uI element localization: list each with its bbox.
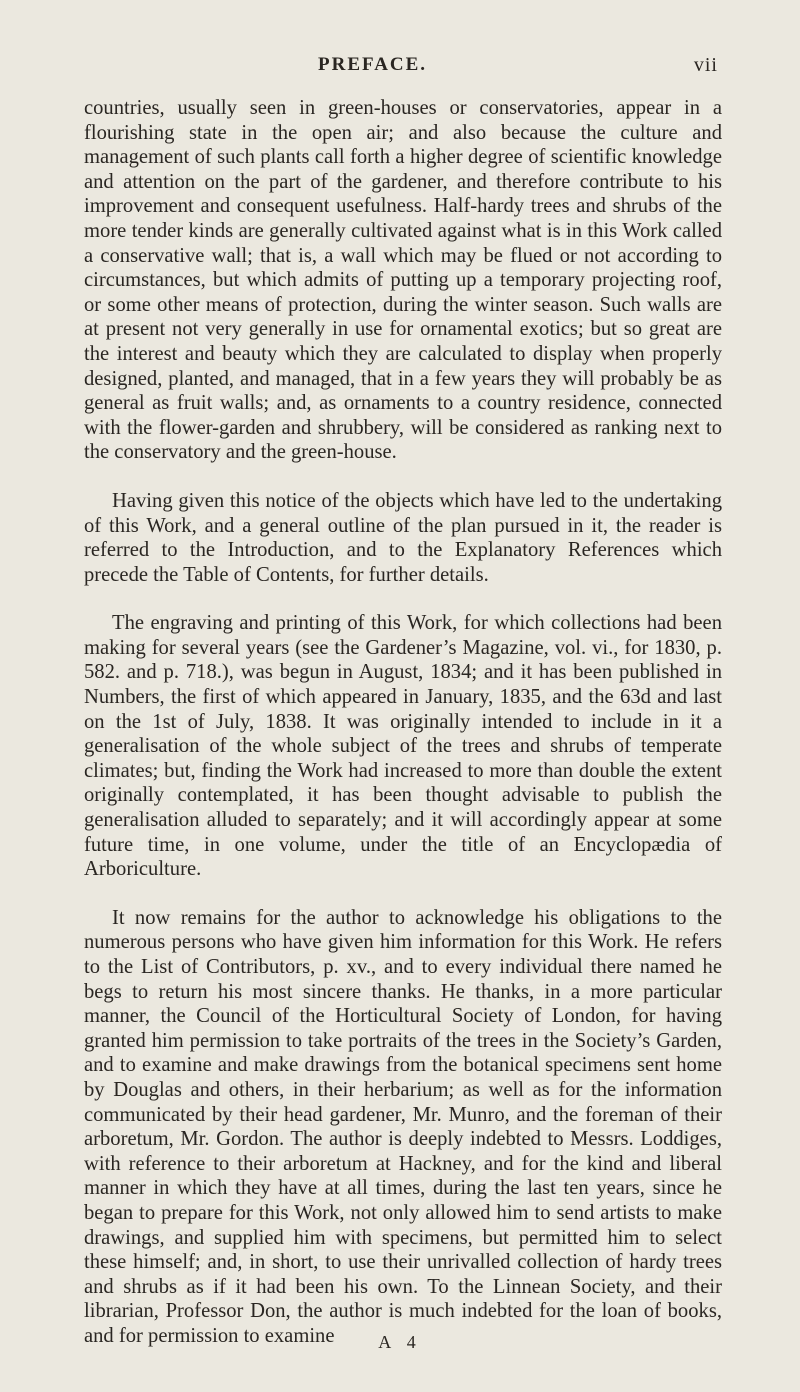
running-title: PREFACE.: [318, 54, 428, 75]
paragraph: It now remains for the author to acknowledge his obligations to the numerous persons who have given him information for this Work. He refers to the List of Contributors, p. xv., and to every individual there named he begs to return his most sincere thanks. He thanks, in a more particular manner, the Council of the Horticultural Society of London, for having granted him permission to take portraits of the trees in the Society’s Garden, and to examine and make drawings from the botanical specimens sent home by Douglas and others, in their herbarium; as well as for the information communicated by their head gardener, Mr. Munro, and the foreman of their arboretum, Mr. Gordon. The author is deeply indebted to Messrs. Loddiges, with reference to their arboretum at Hackney, and for the kind and liberal manner in which they have at all times, during the last ten years, since he began to prepare for this Work, not only allowed him to send artists to make drawings, and supplied him with specimens, but permitted him to select these himself; and, in short, to use their unrivalled collection of hardy trees and shrubs as if it had been his own. To the Linnean Society, and their librarian, Professor Don, the author is much indebted for the loan of books, and for permission to examine: [84, 906, 722, 1347]
body-text: [84, 96, 722, 1373]
paragraph: Having given this notice of the objects which have led to the undertaking of this Work, and a general outline of the plan pursued in it, the reader is referred to the Introduction, and to the Explanatory References which precede the Table of Contents, for further details.: [84, 489, 722, 586]
page-number: vii: [693, 54, 718, 76]
running-head: [0, 54, 800, 84]
paragraph: countries, usually seen in green-houses or conservatories, appear in a flourishing state in the open air; and also because the culture and management of such plants call forth a higher degree of scientific knowledge and attention on the part of the gardener, and therefore contribute to his improvement and consequent usefulness. Half-hardy trees and shrubs of the more tender kinds are generally cultivated against what is in this Work called a conservative wall; that is, a wall which may be flued or not according to circumstances, but which admits of putting up a temporary projecting roof, or some other means of protection, during the winter season. Such walls are at present not very generally in use for ornamental exotics; but so great are the interest and beauty which they are calculated to display when properly designed, planted, and managed, that in a few years they will probably be as general as fruit walls; and, as ornaments to a country residence, connected with the flower-garden and shrubbery, will be considered as ranking next to the conservatory and the green-house.: [84, 97, 722, 464]
paragraph: The engraving and printing of this Work, for which collections had been making for several years (see the Gardener’s Magazine, vol. vi., for 1830, p. 582. and p. 718.), was begun in August, 1834; and it has been published in Numbers, the first of which appeared in January, 1835, and the 63d and last on the 1st of July, 1838. It was originally intended to include in it a generalisation of the whole subject of the trees and shrubs of temperate climates; but, finding the Work had increased to more than double the extent originally contemplated, it has been thought advisable to publish the generalisation alluded to separately; and it will accordingly appear at some future time, in one volume, under the title of an Encyclopædia of Arboriculture.: [84, 612, 722, 881]
signature-mark: A 4: [378, 1332, 422, 1352]
